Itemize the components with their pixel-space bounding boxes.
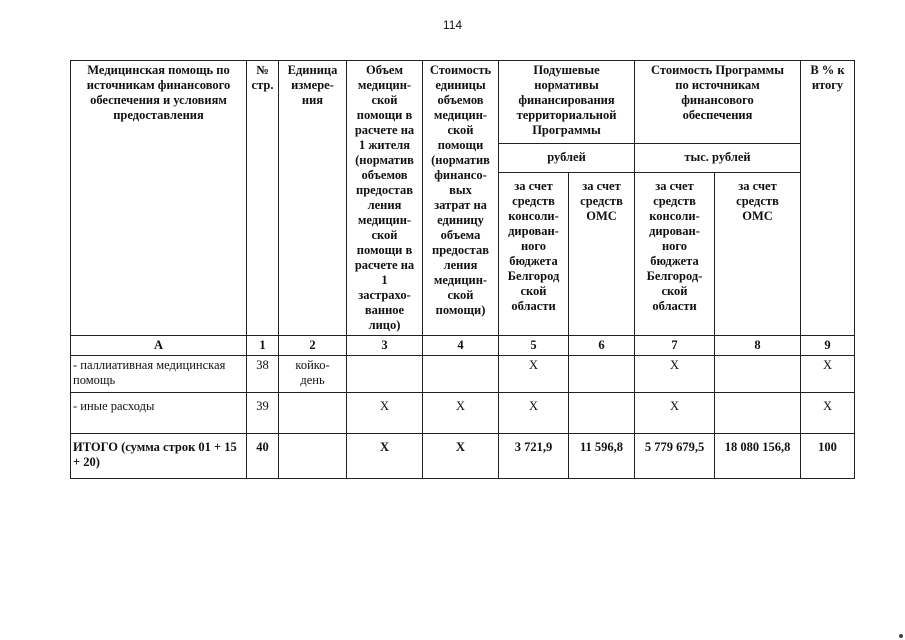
header-col-8: за счет средств ОМС xyxy=(715,173,801,336)
cell-col-8 xyxy=(715,393,801,434)
index-cell: 8 xyxy=(715,336,801,356)
header-group-per-capita: Подушевые нормативы финансирования территориальной Программы xyxy=(499,61,635,144)
index-cell: 6 xyxy=(569,336,635,356)
cell-col-5: Х xyxy=(499,356,569,393)
row-number: 40 xyxy=(247,434,279,479)
header-col-9: В % к итогу xyxy=(801,61,855,336)
cell-col-3: Х xyxy=(347,393,423,434)
cell-col-3: Х xyxy=(347,434,423,479)
cell-col-4: Х xyxy=(423,393,499,434)
header-unit-thousand-rubles: тыс. рублей xyxy=(635,144,801,173)
cell-col-7: Х xyxy=(635,393,715,434)
cell-col-4 xyxy=(423,356,499,393)
cell-col-9: Х xyxy=(801,356,855,393)
index-cell: 7 xyxy=(635,336,715,356)
cell-col-5: Х xyxy=(499,393,569,434)
header-col-3: Объем медицин- ской помощи в расчете на 1 жителя (норматив объемов предостав ления медицин- ской помощи в расчете на 1 застрахо- ванное лицо) xyxy=(347,61,423,336)
header-col-2: Единица измере- ния xyxy=(279,61,347,336)
cell-col-6: 11 596,8 xyxy=(569,434,635,479)
header-unit-rubles: рублей xyxy=(499,144,635,173)
index-row xyxy=(71,336,855,356)
row-unit xyxy=(279,393,347,434)
cell-col-3 xyxy=(347,356,423,393)
table-row xyxy=(71,356,855,393)
financing-table xyxy=(70,60,855,479)
cell-col-6 xyxy=(569,393,635,434)
row-number: 39 xyxy=(247,393,279,434)
row-number: 38 xyxy=(247,356,279,393)
header-group-cost: Стоимость Программы по источникам финансового обеспечения xyxy=(635,61,801,144)
scan-mark xyxy=(899,634,903,638)
row-label: - иные расходы xyxy=(71,393,247,434)
cell-col-5: 3 721,9 xyxy=(499,434,569,479)
row-unit xyxy=(279,434,347,479)
cell-col-4: Х xyxy=(423,434,499,479)
cell-col-6 xyxy=(569,356,635,393)
index-cell: А xyxy=(71,336,247,356)
header-col-a: Медицинская помощь по источникам финансового обеспечения и условиям предоставления xyxy=(71,61,247,336)
index-cell: 3 xyxy=(347,336,423,356)
row-label: - паллиативная медицинская помощь xyxy=(71,356,247,393)
index-cell: 1 xyxy=(247,336,279,356)
table-row xyxy=(71,393,855,434)
total-row xyxy=(71,434,855,479)
header-col-7: за счет средств консоли- дирован- ного бюджета Белгород- ской области xyxy=(635,173,715,336)
page-number: 114 xyxy=(442,18,463,32)
cell-col-8 xyxy=(715,356,801,393)
header-row-1 xyxy=(71,61,855,144)
cell-col-8: 18 080 156,8 xyxy=(715,434,801,479)
row-unit: койко- день xyxy=(279,356,347,393)
index-cell: 5 xyxy=(499,336,569,356)
row-label: ИТОГО (сумма строк 01 + 15 + 20) xyxy=(71,434,247,479)
index-cell: 9 xyxy=(801,336,855,356)
cell-col-9: Х xyxy=(801,393,855,434)
cell-col-9: 100 xyxy=(801,434,855,479)
cell-col-7: 5 779 679,5 xyxy=(635,434,715,479)
index-cell: 2 xyxy=(279,336,347,356)
header-col-6: за счет средств ОМС xyxy=(569,173,635,336)
cell-col-7: Х xyxy=(635,356,715,393)
header-col-5: за счет средств консоли- дирован- ного бюджета Белгород ской области xyxy=(499,173,569,336)
header-col-1: № стр. xyxy=(247,61,279,336)
header-col-4: Стоимость единицы объемов медицин- ской помощи (норматив финансо- вых затрат на единицу объема предостав ления медицин- ской помощи) xyxy=(423,61,499,336)
index-cell: 4 xyxy=(423,336,499,356)
